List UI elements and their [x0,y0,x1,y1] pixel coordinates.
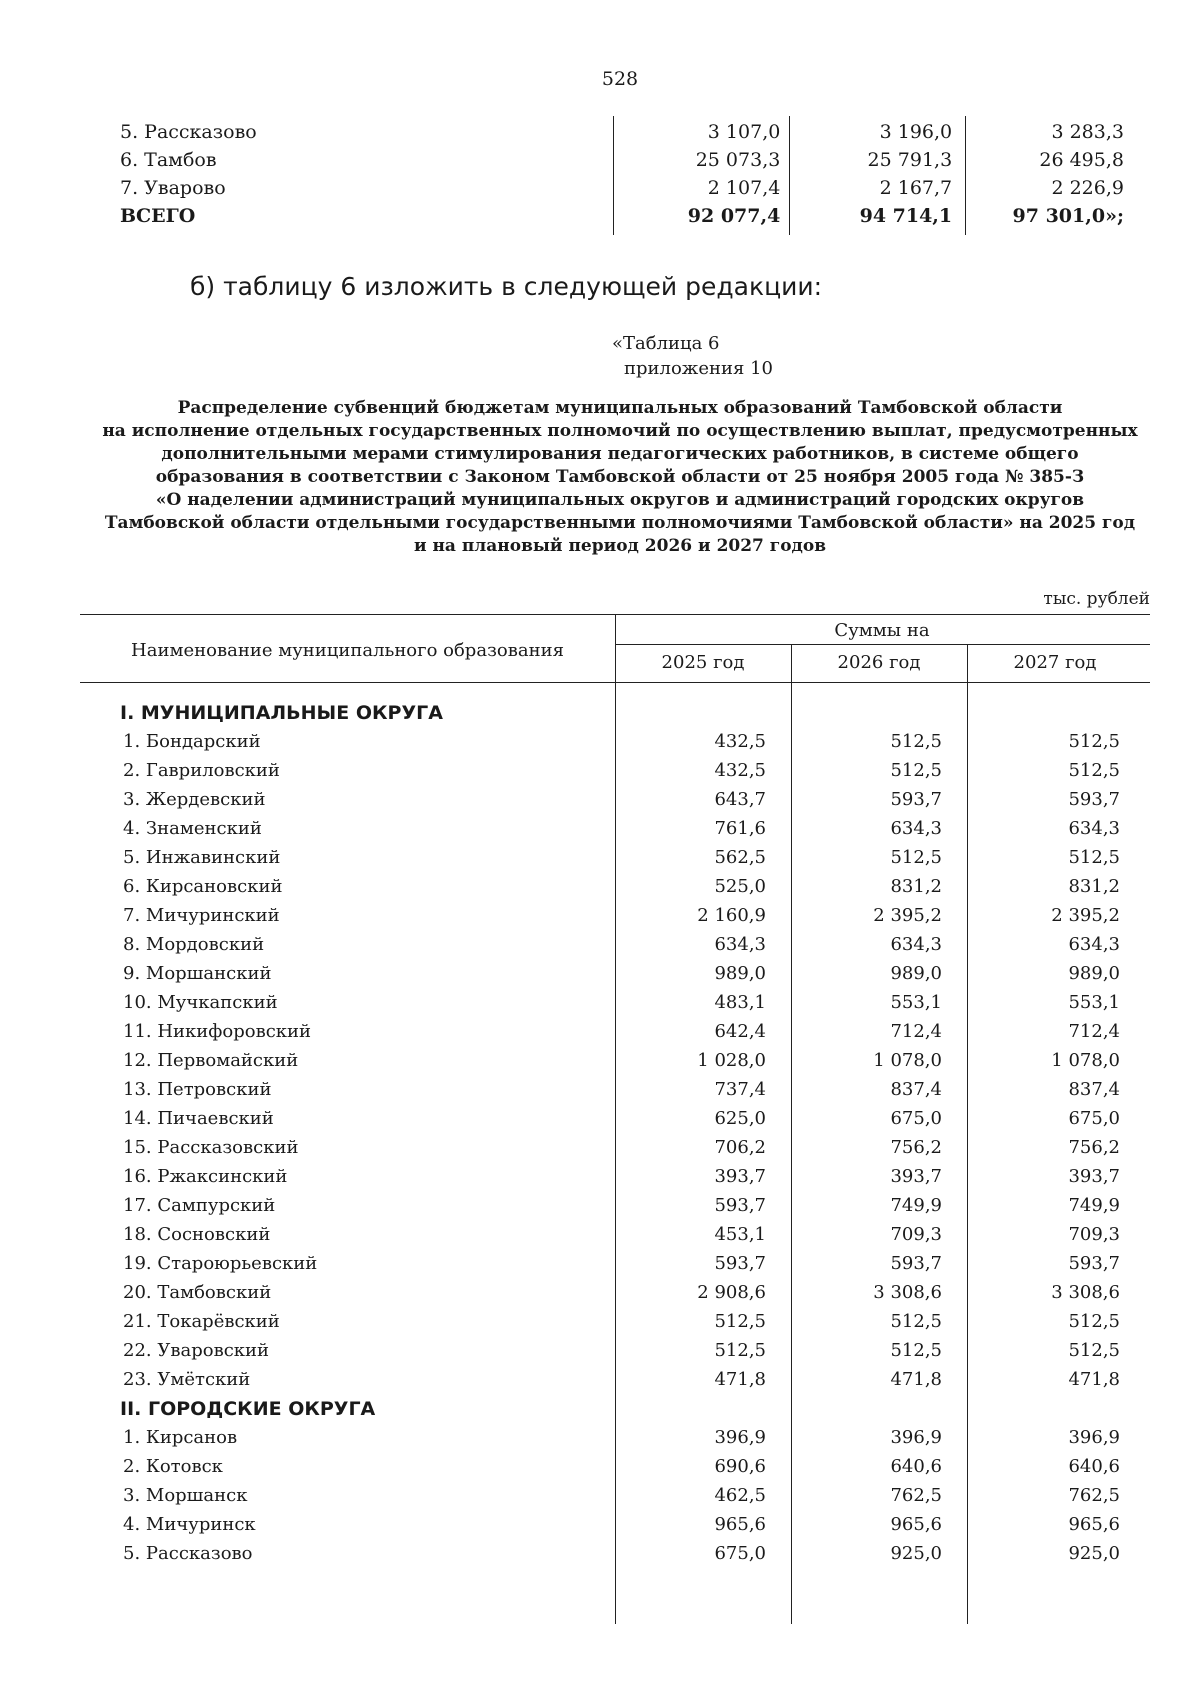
value-2027: 709,3 [1068,1224,1120,1245]
value-2026: 640,6 [890,1456,942,1477]
value-2027: 1 078,0 [1051,1050,1120,1071]
municipality-name: 16. Ржаксинский [123,1166,288,1187]
value-2027: 925,0 [1068,1543,1120,1564]
value-2027: 396,9 [1068,1427,1120,1448]
table-row [0,1191,1200,1220]
municipality-name: 9. Моршанский [123,963,272,984]
column-divider [613,116,614,235]
value-2025: 1 028,0 [697,1050,766,1071]
municipality-name: 5. Инжавинский [123,847,281,868]
table-row [0,930,1200,959]
table-row [0,843,1200,872]
value-2026: 831,2 [890,876,942,897]
value-2027: 512,5 [1068,731,1120,752]
value-2025: 25 073,3 [695,149,781,171]
value-2025: 432,5 [714,731,766,752]
value-2025: 396,9 [714,1427,766,1448]
instruction-text: б) таблицу 6 изложить в следующей редакции: [190,272,823,301]
table-row [0,1423,1200,1452]
value-2025: 642,4 [714,1021,766,1042]
value-2027: 553,1 [1068,992,1120,1013]
value-2025: 562,5 [714,847,766,868]
value-2025: 625,0 [714,1108,766,1129]
title-line: «О наделении администраций муниципальных округов и администраций городских округов [155,490,1085,510]
title-line: на исполнение отдельных государственных полномочий по осуществлению выплат, предусмотренных [102,421,1138,441]
units-label: тыс. рублей [1043,589,1150,609]
value-2026: 396,9 [890,1427,942,1448]
value-2025: 2 160,9 [697,905,766,926]
table-row [0,1017,1200,1046]
value-2027: 512,5 [1068,847,1120,868]
document-title [80,397,1160,558]
value-2027: 712,4 [1068,1021,1120,1042]
municipality-name: 13. Петровский [123,1079,272,1100]
value-2026: 25 791,3 [867,149,953,171]
value-2027: 593,7 [1068,1253,1120,1274]
municipality-name: 1. Бондарский [123,731,261,752]
municipality-name: 5. Рассказово [120,121,257,143]
municipality-name: 18. Сосновский [123,1224,271,1245]
municipality-name: 4. Знаменский [123,818,262,839]
municipality-name: 15. Рассказовский [123,1137,299,1158]
value-2025: 471,8 [714,1369,766,1390]
municipality-name: 4. Мичуринск [123,1514,256,1535]
title-line: Тамбовской области отдельными государственными полномочиями Тамбовской области» на 2025 год [104,513,1136,533]
municipality-name: 22. Уваровский [123,1340,270,1361]
municipality-name: 7. Мичуринский [123,905,280,926]
value-2026: 512,5 [890,731,942,752]
value-2027: 26 495,8 [1039,149,1124,171]
table-row [0,1452,1200,1481]
municipality-name: 11. Никифоровский [123,1021,312,1042]
title-line: образования в соответствии с Законом Тамбовской области от 25 ноября 2005 года № 385-З [155,467,1085,487]
value-2025: 3 107,0 [707,121,781,143]
continuation-table [120,118,1130,230]
header-year-2025: 2025 год [661,652,745,673]
table-row [0,1365,1200,1394]
value-2025: 2 908,6 [697,1282,766,1303]
header-sums: Суммы на [834,620,930,641]
value-2027: 393,7 [1068,1166,1120,1187]
table-body [0,698,1200,1568]
municipality-name: 19. Староюрьевский [123,1253,318,1274]
municipality-name: 20. Тамбовский [123,1282,272,1303]
value-2026: 675,0 [890,1108,942,1129]
table-row [0,1249,1200,1278]
value-2025: 512,5 [714,1311,766,1332]
value-2027: 634,3 [1068,818,1120,839]
table-caption-line2: приложения 10 [624,358,773,379]
value-2027: 749,9 [1068,1195,1120,1216]
value-2027: 3 308,6 [1051,1282,1120,1303]
value-2026: 925,0 [890,1543,942,1564]
value-2027: 989,0 [1068,963,1120,984]
value-2026: 756,2 [890,1137,942,1158]
table-row [0,1133,1200,1162]
header-year-2026: 2026 год [837,652,921,673]
value-2026: 393,7 [890,1166,942,1187]
value-2026: 553,1 [890,992,942,1013]
value-2027: 512,5 [1068,760,1120,781]
value-2026: 2 167,7 [879,177,953,199]
value-2025: 393,7 [714,1166,766,1187]
value-2026: 712,4 [890,1021,942,1042]
header-municipality: Наименование муниципального образования [131,640,564,661]
value-2027: 762,5 [1068,1485,1120,1506]
page-number: 528 [601,68,639,90]
value-2026: 512,5 [890,847,942,868]
column-divider [789,116,790,235]
value-2026: 3 196,0 [879,121,953,143]
value-2025: 634,3 [714,934,766,955]
municipality-name: 5. Рассказово [123,1543,253,1564]
value-2025: 675,0 [714,1543,766,1564]
header-divider [615,644,1150,645]
value-2025: 593,7 [714,1253,766,1274]
value-2025: 525,0 [714,876,766,897]
table-row [120,118,1130,146]
value-2025: 453,1 [714,1224,766,1245]
section-header [0,698,1200,727]
section-title: II. ГОРОДСКИЕ ОКРУГА [120,1397,376,1420]
value-2025: 643,7 [714,789,766,810]
municipality-name: 10. Мучкапский [123,992,278,1013]
table-row [0,1510,1200,1539]
table-row [0,1481,1200,1510]
table-row [0,727,1200,756]
title-line: и на плановый период 2026 и 2027 годов [413,536,827,556]
value-2025: 965,6 [714,1514,766,1535]
table-row [0,1162,1200,1191]
value-2025: 432,5 [714,760,766,781]
municipality-name: 3. Жердевский [123,789,266,810]
municipality-name: 23. Умётский [123,1369,251,1390]
value-2027: 831,2 [1068,876,1120,897]
table-row [0,814,1200,843]
table-row [0,1539,1200,1568]
value-2026: 593,7 [890,1253,942,1274]
table-row [0,1075,1200,1104]
municipality-name: 17. Сампурский [123,1195,276,1216]
value-2026: 512,5 [890,1311,942,1332]
table-caption-line1: «Таблица 6 [612,333,720,354]
value-2027: 837,4 [1068,1079,1120,1100]
table-row [0,1046,1200,1075]
total-2027: 97 301,0»; [1012,205,1124,227]
value-2026: 471,8 [890,1369,942,1390]
value-2026: 512,5 [890,760,942,781]
value-2025: 2 107,4 [707,177,781,199]
table-row [120,146,1130,174]
value-2027: 756,2 [1068,1137,1120,1158]
value-2026: 989,0 [890,963,942,984]
value-2026: 709,3 [890,1224,942,1245]
section-header [0,1394,1200,1423]
table-row [0,1220,1200,1249]
total-2026: 94 714,1 [859,205,953,227]
municipality-name: 12. Первомайский [123,1050,299,1071]
value-2026: 2 395,2 [873,905,942,926]
value-2026: 634,3 [890,934,942,955]
table-row [0,1336,1200,1365]
value-2027: 675,0 [1068,1108,1120,1129]
value-2025: 690,6 [714,1456,766,1477]
value-2026: 512,5 [890,1340,942,1361]
municipality-name: 2. Котовск [123,1456,223,1477]
value-2026: 749,9 [890,1195,942,1216]
table-row [0,988,1200,1017]
section-title: I. МУНИЦИПАЛЬНЫЕ ОКРУГА [120,701,443,724]
value-2026: 1 078,0 [873,1050,942,1071]
value-2025: 593,7 [714,1195,766,1216]
table-row [120,174,1130,202]
municipality-name: 2. Гавриловский [123,760,280,781]
value-2027: 965,6 [1068,1514,1120,1535]
value-2027: 2 395,2 [1051,905,1120,926]
municipality-name: 6. Тамбов [120,149,217,171]
value-2025: 512,5 [714,1340,766,1361]
value-2027: 3 283,3 [1051,121,1124,143]
value-2026: 837,4 [890,1079,942,1100]
value-2027: 512,5 [1068,1340,1120,1361]
table-row [0,1307,1200,1336]
total-label: ВСЕГО [120,205,196,227]
value-2027: 634,3 [1068,934,1120,955]
value-2027: 640,6 [1068,1456,1120,1477]
value-2025: 989,0 [714,963,766,984]
value-2025: 761,6 [714,818,766,839]
value-2027: 2 226,9 [1051,177,1124,199]
value-2025: 737,4 [714,1079,766,1100]
table-row [0,901,1200,930]
table-row [0,756,1200,785]
municipality-name: 3. Моршанск [123,1485,248,1506]
value-2026: 762,5 [890,1485,942,1506]
value-2026: 593,7 [890,789,942,810]
title-line: Распределение субвенций бюджетам муниципальных образований Тамбовской области [177,398,1063,418]
municipality-name: 1. Кирсанов [123,1427,238,1448]
total-2025: 92 077,4 [687,205,781,227]
value-2025: 483,1 [714,992,766,1013]
value-2027: 593,7 [1068,789,1120,810]
value-2025: 462,5 [714,1485,766,1506]
total-row [120,202,1130,230]
municipality-name: 21. Токарёвский [123,1311,280,1332]
table-row [0,959,1200,988]
table-row [0,872,1200,901]
municipality-name: 8. Мордовский [123,934,265,955]
municipality-name: 6. Кирсановский [123,876,283,897]
value-2026: 634,3 [890,818,942,839]
table-row [0,1104,1200,1133]
value-2027: 512,5 [1068,1311,1120,1332]
title-line: дополнительными мерами стимулирования педагогических работников, в системе общего [161,444,1079,464]
column-divider [965,116,966,235]
value-2026: 965,6 [890,1514,942,1535]
value-2027: 471,8 [1068,1369,1120,1390]
table-row [0,785,1200,814]
municipality-name: 14. Пичаевский [123,1108,274,1129]
table-row [0,1278,1200,1307]
header-year-2027: 2027 год [1013,652,1097,673]
municipality-name: 7. Уварово [120,177,226,199]
value-2025: 706,2 [714,1137,766,1158]
value-2026: 3 308,6 [873,1282,942,1303]
